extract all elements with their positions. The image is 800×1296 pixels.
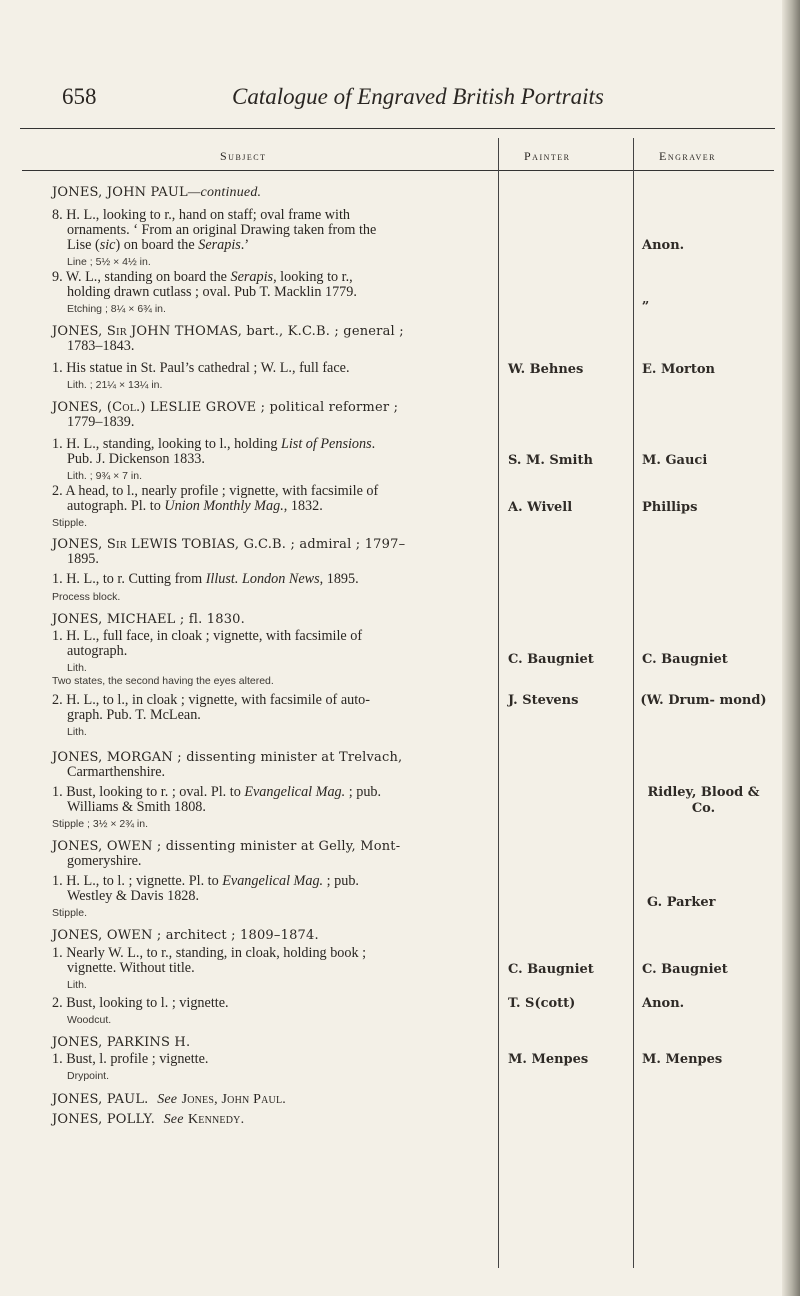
entry-line: 1. H. L., to r. Cutting from Illust. London News, 1895. bbox=[52, 571, 359, 587]
entry-line: Pub. J. Dickenson 1833. bbox=[67, 451, 205, 467]
painter-name: J. Stevens bbox=[508, 693, 579, 708]
medium-note: Two states, the second having the eyes altered. bbox=[52, 675, 274, 687]
engraver-name: Phillips bbox=[642, 500, 698, 515]
engraver-name: E. Morton bbox=[642, 362, 715, 377]
engraver-name: M. Menpes bbox=[642, 1052, 723, 1067]
column-divider bbox=[633, 138, 634, 1268]
entry-line: 1. His statue in St. Paul’s cathedral ; W. L., full face. bbox=[52, 360, 350, 376]
entry-line: 1. Bust, looking to r. ; oval. Pl. to Evangelical Mag. ; pub. bbox=[52, 784, 382, 800]
entry-line: holding drawn cutlass ; oval. Pub T. Macklin 1779. bbox=[67, 284, 357, 300]
entry-line: Carmarthenshire. bbox=[67, 764, 166, 780]
ditto-mark: „ bbox=[642, 292, 650, 307]
entry-line: autograph. bbox=[67, 643, 128, 659]
painter-name: M. Menpes bbox=[508, 1052, 589, 1067]
entry-dates: 1779–1839. bbox=[67, 414, 135, 430]
medium-note: Lith. ; 21¼ × 13¼ in. bbox=[67, 379, 163, 391]
engraver-name: C. Baugniet bbox=[642, 652, 728, 667]
entry-line: Lise (sic) on board the Serapis.’ bbox=[67, 237, 250, 253]
engraver-name: M. Gauci bbox=[642, 453, 708, 468]
medium-note: Drypoint. bbox=[67, 1070, 110, 1082]
engraver-name: Anon. bbox=[642, 996, 685, 1011]
column-divider bbox=[498, 138, 499, 1268]
medium-note: Stipple. bbox=[52, 907, 88, 919]
entry-line: 1. H. L., standing, looking to l., holding List of Pensions. bbox=[52, 436, 376, 452]
medium-note: Lith. bbox=[67, 662, 87, 674]
entry-heading: JONES, OWEN ; dissenting minister at Gelly, Mont- bbox=[52, 839, 401, 854]
entry-dates: 1895. bbox=[67, 551, 99, 567]
entry-line: gomeryshire. bbox=[67, 853, 142, 869]
entry-line: 1. H. L., to l. ; vignette. Pl. to Evangelical Mag. ; pub. bbox=[52, 873, 359, 889]
medium-note: Lith. bbox=[67, 726, 87, 738]
medium-note: Stipple. bbox=[52, 517, 88, 529]
engraver-name: C. Baugniet bbox=[642, 962, 728, 977]
top-rule bbox=[20, 128, 775, 129]
entry-line: 1. Nearly W. L., to r., standing, in cloak, holding book ; bbox=[52, 945, 367, 961]
entry-line: 2. A head, to l., nearly profile ; vignette, with facsimile of bbox=[52, 483, 379, 499]
page-edge-shadow bbox=[782, 0, 800, 1296]
painter-name: C. Baugniet bbox=[508, 962, 594, 977]
entry-line: Westley & Davis 1828. bbox=[67, 888, 200, 904]
entry-heading: JONES, OWEN ; architect ; 1809–1874. bbox=[52, 928, 319, 943]
painter-column-header: Painter bbox=[524, 149, 571, 163]
engraver-column-header: Engraver bbox=[659, 149, 716, 163]
cross-reference: JONES, PAUL. See Jones, John Paul. bbox=[52, 1092, 286, 1107]
entry-line: 1. H. L., full face, in cloak ; vignette, with facsimile of bbox=[52, 628, 363, 644]
running-title: Catalogue of Engraved British Portraits bbox=[232, 84, 604, 109]
entry-heading: JONES, Sir LEWIS TOBIAS, G.C.B. ; admiral ; 1797– bbox=[52, 537, 406, 552]
engraver-name: G. Parker bbox=[647, 895, 716, 910]
engraver-name: Ridley, Blood & Co. bbox=[647, 785, 760, 816]
entry-line: 8. H. L., looking to r., hand on staff; oval frame with bbox=[52, 207, 351, 223]
medium-note: Lith. ; 9¾ × 7 in. bbox=[67, 470, 143, 482]
medium-note: Lith. bbox=[67, 979, 87, 991]
entry-heading: JONES, PARKINS H. bbox=[52, 1035, 191, 1050]
entry-heading: JONES, JOHN PAUL—continued. bbox=[52, 185, 262, 200]
medium-note: Etching ; 8¼ × 6¾ in. bbox=[67, 303, 166, 315]
painter-name: T. S(cott) bbox=[508, 996, 576, 1011]
cross-reference: JONES, POLLY. See Kennedy. bbox=[52, 1112, 245, 1127]
entry-line: vignette. Without title. bbox=[67, 960, 195, 976]
entry-line: autograph. Pl. to Union Monthly Mag., 1832. bbox=[67, 498, 323, 514]
painter-name: A. Wivell bbox=[508, 500, 573, 515]
entry-line: 2. H. L., to l., in cloak ; vignette, with facsimile of auto- bbox=[52, 692, 370, 708]
entry-line: 9. W. L., standing on board the Serapis, looking to r., bbox=[52, 269, 353, 285]
entry-line: graph. Pub. T. McLean. bbox=[67, 707, 201, 723]
medium-note: Stipple ; 3½ × 2¾ in. bbox=[52, 818, 149, 830]
medium-note: Woodcut. bbox=[67, 1014, 112, 1026]
entry-heading: JONES, MORGAN ; dissenting minister at Trelvach, bbox=[52, 750, 403, 765]
entry-line: 2. Bust, looking to l. ; vignette. bbox=[52, 995, 229, 1011]
engraver-name: Anon. bbox=[642, 238, 685, 253]
medium-note: Line ; 5½ × 4½ in. bbox=[67, 256, 151, 268]
subject-column-header: Subject bbox=[220, 149, 267, 163]
entry-heading: JONES, Sir JOHN THOMAS, bart., K.C.B. ; general ; bbox=[52, 324, 404, 339]
engraver-name: (W. Drum- mond) bbox=[640, 693, 767, 708]
painter-name: C. Baugniet bbox=[508, 652, 594, 667]
medium-note: Process block. bbox=[52, 591, 121, 603]
page-number: 658 bbox=[62, 84, 97, 109]
header-rule bbox=[22, 170, 774, 171]
painter-name: S. M. Smith bbox=[508, 453, 593, 468]
entry-heading: JONES, (Col.) LESLIE GROVE ; political reformer ; bbox=[52, 400, 399, 415]
entry-line: ornaments. ‘ From an original Drawing taken from the bbox=[67, 222, 377, 238]
entry-heading: JONES, MICHAEL ; fl. 1830. bbox=[52, 612, 245, 627]
entry-line: 1. Bust, l. profile ; vignette. bbox=[52, 1051, 209, 1067]
painter-name: W. Behnes bbox=[508, 362, 584, 377]
entry-line: Williams & Smith 1808. bbox=[67, 799, 206, 815]
entry-dates: 1783–1843. bbox=[67, 338, 135, 354]
